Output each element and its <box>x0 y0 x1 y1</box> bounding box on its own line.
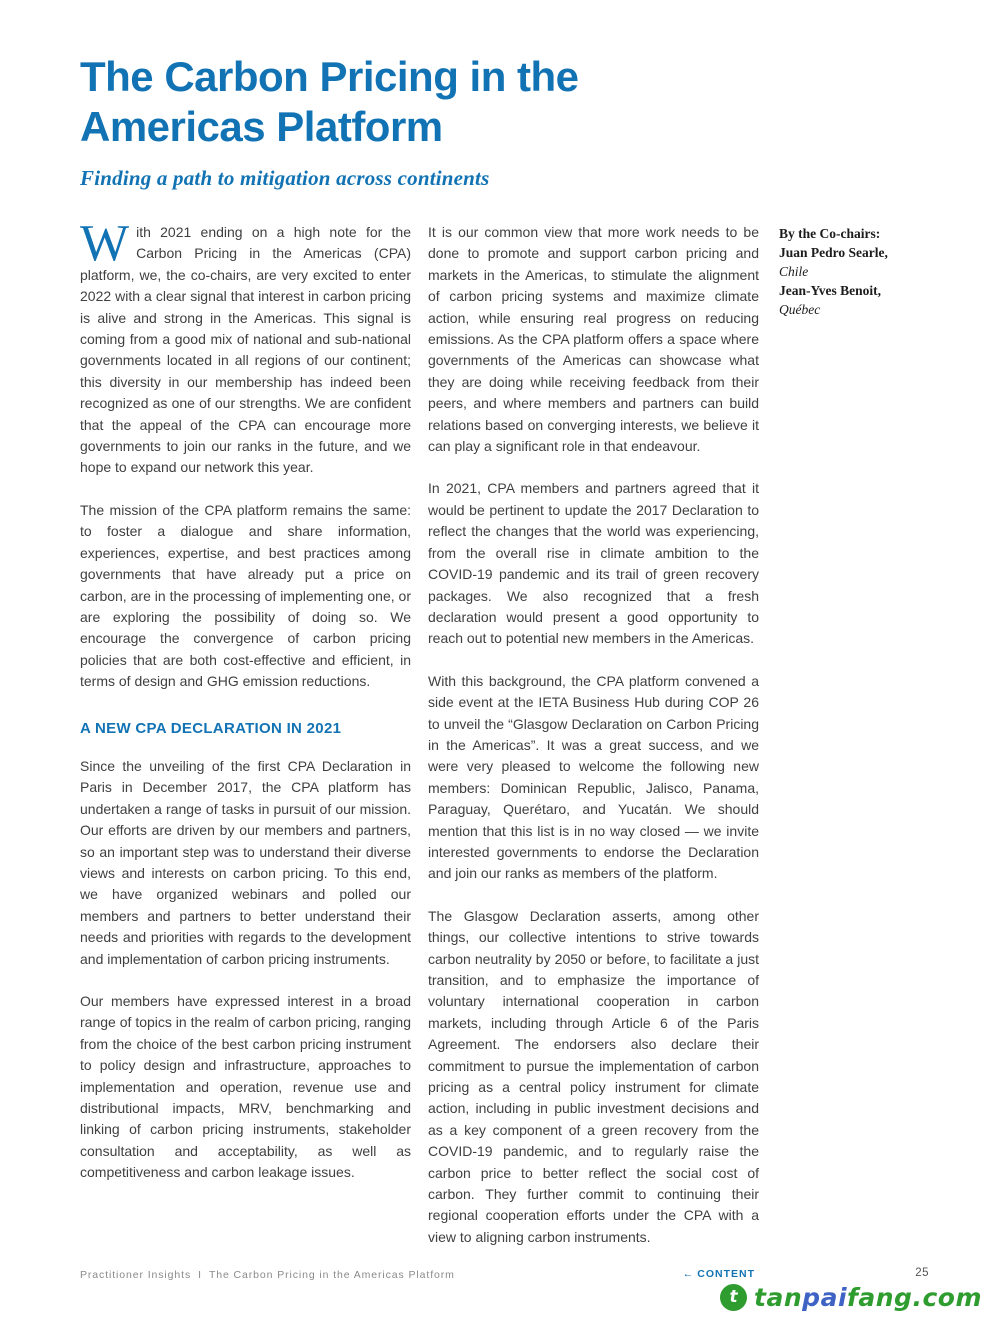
section-heading-new-declaration: A NEW CPA DECLARATION IN 2021 <box>80 719 342 737</box>
paragraph-member-interests: Our members have expressed interest in a broad range of topics in the realm of carbon pricing, ranging from the choice of the best carbon pricing instrument to policy design and infrastructure, approaches to implementation and operation, revenue use and distributional impacts, MRV, benchmarking and linking of carbon pricing instruments, stakeholder consultation and acceptability, as well as competitiveness and carbon leakage issues. <box>80 993 411 1181</box>
page-title: The Carbon Pricing in the Americas Platform <box>80 53 579 150</box>
watermark-text-pai: pai <box>802 1283 848 1312</box>
drop-cap: W <box>80 215 130 272</box>
tanpaifang-logo-icon: t <box>720 1284 747 1311</box>
page-subtitle: Finding a path to mitigation across continents <box>80 166 490 190</box>
paragraph-glasgow-asserts: The Glasgow Declaration asserts, among other things, our collective intentions to strive towards carbon neutrality by 2050 or before, to facilitate a just transition, and to emphasize the importance of voluntary international cooperation in carbon markets, including through Article 6 of the Paris Agreement. The endorsers also declare their commitment to pursue the implementation of carbon pricing as a central policy instrument for climate action, including in public investment decisions and as a key component of a green recovery from the COVID-19 pandemic, and to regularly raise the carbon price to better reflect the social cost of carbon. They further commit to continuing their regional cooperation efforts under the CPA with a view to aligning carbon instruments. <box>428 907 759 1245</box>
paragraph-glasgow-unveiling: With this background, the CPA platform convened a side event at the IETA Business Hub during COP 26 to unveil the “Glasgow Declaration on Carbon Pricing in the Americas”. It was a great success, and we were very pleased to welcome the following new members: Dominican Republic, Jalisco, Panama, Paraguay, Querétaro, and Yucatán. We should mention that this list is in no way closed — we invite interested governments to endorse the Declaration and join our ranks as members of the platform. <box>428 672 759 882</box>
content-link-label: CONTENT <box>697 1268 755 1280</box>
watermark-text-tan: tan <box>754 1283 803 1312</box>
byline-name-1: Juan Pedro Searle, <box>779 245 888 260</box>
left-column <box>80 215 411 1248</box>
byline-region-2: Québec <box>779 302 821 317</box>
paragraph-since-unveiling: Since the unveiling of the first CPA Declaration in Paris in December 2017, the CPA platform has undertaken a range of tasks in pursuit of our mission. Our efforts are driven by our members and partners, so an important step was to understand their diverse views and interests on carbon pricing. To this end, we have organized webinars and polled our members and partners to better understand their needs and priorities with regards to the development and implementation of carbon pricing instruments. <box>80 757 411 967</box>
back-arrow-icon: ← <box>682 1268 694 1280</box>
watermark-text-fang: fang.com <box>847 1283 982 1312</box>
watermark-text <box>754 1283 982 1312</box>
byline-name-2: Jean-Yves Benoit, <box>779 283 881 298</box>
paragraph-mission: The mission of the CPA platform remains the same: to foster a dialogue and share information, experiences, expertise, and best practices among governments that have already put a price on carbon, are in the processing of implementing one, or are exploring the possibility of doing so. We encourage the convergence of carbon pricing policies that are both cost-effective and efficient, in terms of design and GHG emission reductions. <box>80 501 411 690</box>
footer-article-title: The Carbon Pricing in the Americas Platform <box>208 1269 455 1281</box>
byline-label: By the Co-chairs: <box>779 226 881 241</box>
byline-region-1: Chile <box>779 264 809 279</box>
cochairs-byline <box>779 222 951 1248</box>
paragraph-common-view: It is our common view that more work needs to be done to promote and support carbon pricing and markets in the Americas, to stimulate the alignment of carbon pricing systems and maximize climate action, while ensuring real progress on reducing emissions. As the CPA platform offers a space where governments of the Americas can showcase what they are doing while receiving feedback from their peers, and where members and partners can build relations based on converging interests, we believe it can play a significant role in that endeavour. <box>428 224 759 455</box>
footer-section-name: Practitioner Insights <box>80 1269 192 1281</box>
article-body <box>80 215 960 1248</box>
paragraph-intro <box>80 215 411 479</box>
paragraph-intro-text: ith 2021 ending on a high note for the Carbon Pricing in the Americas (CPA) platform, we, the co-chairs, are very excited to enter 2022 with a clear signal that interest in carbon pricing is alive and strong in the Americas. This signal is coming from a good mix of national and sub-national governments located in all regions of our continent; this diversity in our membership has indeed been recognized as one of our strengths. We are confident that the appeal of the CPA can encourage more governments to join our ranks in the future, and we hope to expand our network this year. <box>80 224 411 476</box>
right-column <box>428 222 759 1248</box>
page-number: 25 <box>915 1267 929 1279</box>
paragraph-update-declaration: In 2021, CPA members and partners agreed that it would be pertinent to update the 2017 Declaration to reflect the changes that the world was experiencing, from the overall rise in climate ambition to the COVID-19 pandemic and its trail of green recovery packages. We also recognized that a fresh declaration would present a good opportunity to reach out to potential new members in the Americas. <box>428 480 759 647</box>
footer-running-title <box>80 1269 455 1281</box>
footer-separator: I <box>198 1269 202 1281</box>
tanpaifang-watermark-link[interactable] <box>720 1283 982 1312</box>
content-nav-link[interactable] <box>683 1268 755 1280</box>
